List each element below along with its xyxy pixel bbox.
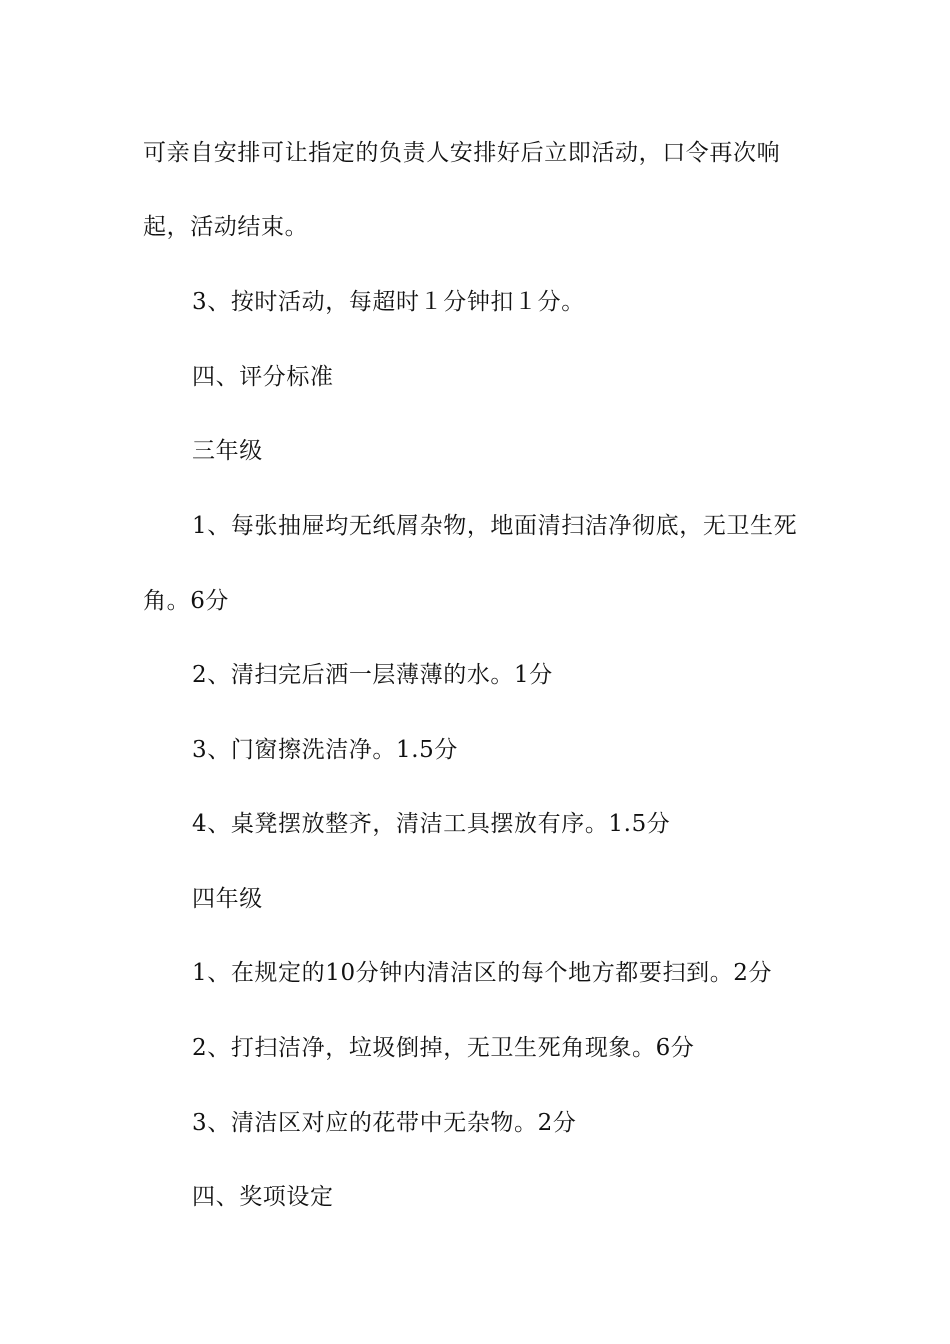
paragraph-line: 起，活动结束。 xyxy=(143,214,309,240)
paragraph-line: 2、打扫洁净，垃圾倒掉，无卫生死角现象。6分 xyxy=(192,1035,695,1061)
subsection-heading: 三年级 xyxy=(192,438,263,464)
paragraph-line: 3、清洁区对应的花带中无杂物。2分 xyxy=(192,1110,577,1136)
section-heading: 四、奖项设定 xyxy=(192,1184,334,1210)
paragraph-line: 1、每张抽屉均无纸屑杂物，地面清扫洁净彻底，无卫生死 xyxy=(192,513,798,539)
paragraph-line: 可亲自安排可让指定的负责人安排好后立即活动，口令再次响 xyxy=(143,140,781,166)
paragraph-line: 4、桌凳摆放整齐，清洁工具摆放有序。1.5分 xyxy=(192,811,671,837)
paragraph-line: 3、门窗擦洗洁净。1.5分 xyxy=(192,737,459,763)
paragraph-line: 角。6分 xyxy=(143,588,230,614)
section-heading: 四、评分标准 xyxy=(192,364,334,390)
paragraph-line: 1、在规定的10分钟内清洁区的每个地方都要扫到。2分 xyxy=(192,960,773,986)
subsection-heading: 四年级 xyxy=(192,886,263,912)
paragraph-line: 2、清扫完后洒一层薄薄的水。1分 xyxy=(192,662,553,688)
paragraph-line: 3、按时活动，每超时１分钟扣１分。 xyxy=(192,289,585,315)
